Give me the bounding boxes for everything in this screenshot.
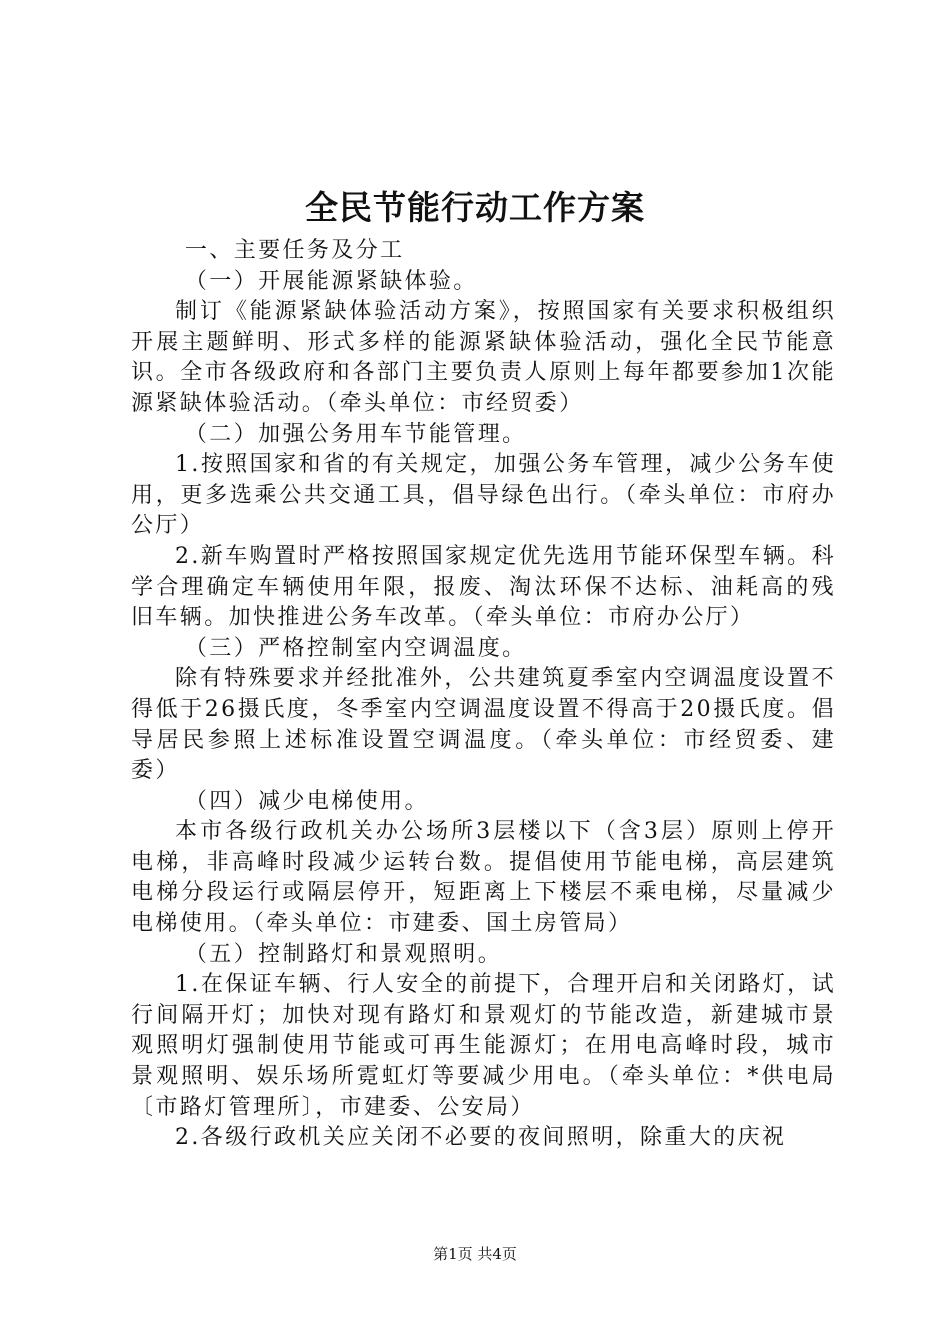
paragraph: 2.各级行政机关应关闭不必要的夜间照明，除重大的庆祝 [175,1125,787,1151]
paragraph: 2.新车购置时严格按照国家规定优先选用节能环保型车辆。科学合理确定车辆使用年限，报废、淘汰环保不达标、油耗高的残旧车辆。加快推进公务车改革。（牵头单位：市府办公厅） [131,543,836,631]
subsection-heading: （五）控制路灯和景观照明。 [184,941,503,967]
paragraph: 本市各级行政机关办公场所3层楼以下（含3层）原则上停开电梯，非高峰时段减少运转台数。提倡使用节能电梯，高层建筑电梯分段运行或隔层停开，短距离上下楼层不乘电梯，尽量减少电梯使用。（牵头单位：市建委、国土房管局） [131,819,836,937]
paragraph: 1.在保证车辆、行人安全的前提下，合理开启和关闭路灯，试行间隔开灯；加快对现有路灯和景观灯的节能改造，新建城市景观照明灯强制使用节能或可再生能源灯；在用电高峰时段，城市景观照明、娱乐场所霓虹灯等要减少用电。（牵头单位：*供电局〔市路灯管理所〕，市建委、公安局） [131,972,836,1120]
section-heading: 一、主要任务及分工 [184,238,405,263]
document-body [131,236,836,1154]
page-footer: 第1页 共4页 [433,1245,517,1263]
subsection-heading: （三）严格控制室内空调温度。 [184,635,527,661]
subsection-heading: （二）加强公务用车节能管理。 [184,421,527,447]
subsection-heading: （一）开展能源紧缺体验。 [184,268,478,294]
paragraph: 制订《能源紧缺体验活动方案》，按照国家有关要求积极组织开展主题鲜明、形式多样的能源紧缺体验活动，强化全民节能意识。全市各级政府和各部门主要负责人原则上每年都要参加1次能源紧缺体验活动。（牵头单位：市经贸委） [131,299,836,416]
subsection-heading: （四）减少电梯使用。 [184,788,429,814]
document-title: 全民节能行动工作方案 [305,188,645,227]
paragraph: 除有特殊要求并经批准外，公共建筑夏季室内空调温度设置不得低于26摄氏度，冬季室内空调温度设置不得高于20摄氏度。倡导居民参照上述标准设置空调温度。（牵头单位：市经贸委、建委） [131,666,836,784]
paragraph: 1.按照国家和省的有关规定，加强公务车管理，减少公务车使用，更多选乘公共交通工具，倡导绿色出行。（牵头单位：市府办公厅） [131,452,836,539]
